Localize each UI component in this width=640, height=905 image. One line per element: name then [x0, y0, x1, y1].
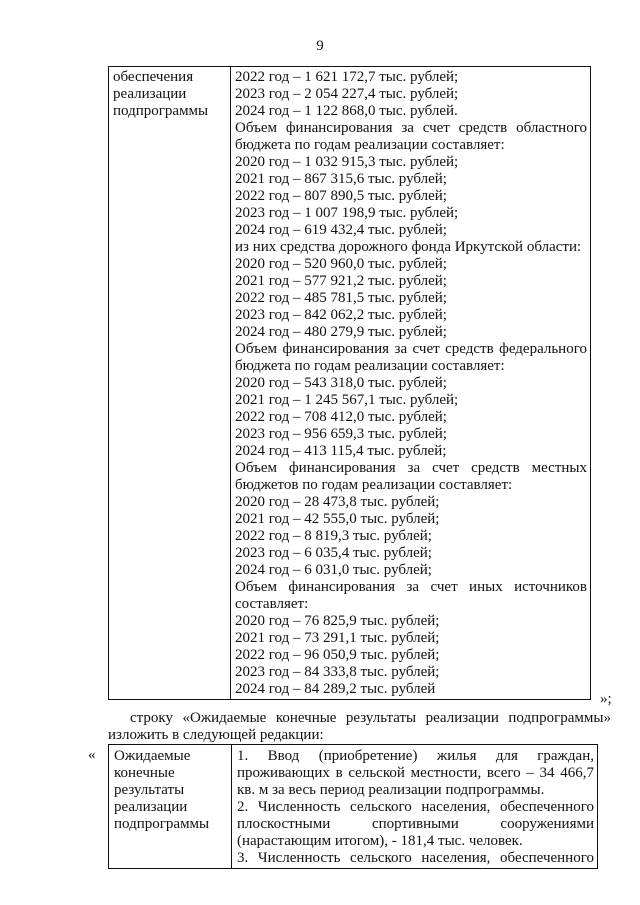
text-line: 1. Ввод (приобретение) жилья для граждан,	[237, 748, 594, 764]
instruction-paragraph	[108, 710, 611, 744]
text-line: 2022 год – 807 890,5 тыс. рублей;	[235, 188, 447, 204]
opening-quote: «	[88, 747, 96, 763]
label-line: обеспечения	[113, 69, 194, 85]
label-line: реализации	[113, 86, 187, 102]
text-line: 2023 год – 956 659,3 тыс. рублей;	[235, 426, 447, 442]
text-line: 2020 год – 76 825,9 тыс. рублей;	[235, 613, 440, 629]
text-line: 2020 год – 543 318,0 тыс. рублей;	[235, 375, 447, 391]
row-label-cell	[109, 67, 231, 700]
text-line: Объем финансирования за счет средств местных	[235, 460, 587, 476]
text-line: плоскостными спортивными сооружениями	[237, 816, 594, 832]
text-line: 2. Численность сельского населения, обеспеченного	[237, 799, 594, 815]
text-line: 2022 год – 485 781,5 тыс. рублей;	[235, 290, 447, 306]
text-line: 2020 год – 520 960,0 тыс. рублей;	[235, 256, 447, 272]
text-line: 2023 год – 84 333,8 тыс. рублей;	[235, 664, 440, 680]
text-line: Объем финансирования за счет средств областного	[235, 120, 587, 136]
text-line: 2024 год – 413 115,4 тыс. рублей;	[235, 443, 447, 459]
text-line: 2023 год – 6 035,4 тыс. рублей;	[235, 545, 432, 561]
text-line: проживающих в сельской местности, всего – 34 466,7	[237, 765, 594, 781]
text-line: 2023 год – 1 007 198,9 тыс. рублей;	[235, 205, 459, 221]
results-table	[108, 744, 598, 869]
text-line: бюджета по годам реализации составляет:	[235, 358, 505, 374]
text-line: бюджетов по годам реализации составляет:	[235, 477, 513, 493]
page-number: 9	[316, 38, 324, 54]
text-line: 3. Численность сельского населения, обеспеченного	[237, 850, 594, 866]
label-line: Ожидаемые	[114, 748, 191, 764]
text-line: 2022 год – 8 819,3 тыс. рублей;	[235, 528, 432, 544]
text-line: 2024 год – 6 031,0 тыс. рублей;	[235, 562, 432, 578]
label-line: подпрограммы	[114, 816, 210, 832]
text-line: 2024 год – 480 279,9 тыс. рублей;	[235, 324, 447, 340]
row-content-cell	[231, 67, 591, 700]
text-line: 2020 год – 28 473,8 тыс. рублей;	[235, 494, 440, 510]
row-content-cell	[232, 745, 598, 869]
text-line: 2022 год – 1 621 172,7 тыс. рублей;	[235, 69, 459, 85]
text-line: бюджета по годам реализации составляет:	[235, 137, 505, 153]
label-line: конечные	[114, 765, 175, 781]
table-row	[109, 67, 591, 700]
text-line: (нарастающим итогом), - 181,4 тыс. человек.	[237, 833, 523, 849]
text-line: 2024 год – 1 122 868,0 тыс. рублей.	[235, 103, 458, 119]
text-line: 2021 год – 1 245 567,1 тыс. рублей;	[235, 392, 459, 408]
text-line: кв. м за весь период реализации подпрограммы.	[237, 782, 545, 798]
financing-table	[108, 66, 591, 700]
text-line: Объем финансирования за счет средств федерального	[235, 341, 587, 357]
row-label-cell	[109, 745, 232, 869]
text-line: 2021 год – 577 921,2 тыс. рублей;	[235, 273, 447, 289]
text-line: 2021 год – 73 291,1 тыс. рублей;	[235, 630, 440, 646]
text-line: 2024 год – 84 289,2 тыс. рублей	[235, 681, 436, 697]
text-line: Объем финансирования за счет иных источников	[235, 579, 587, 595]
text-line: 2020 год – 1 032 915,3 тыс. рублей;	[235, 154, 459, 170]
text-line: 2024 год – 619 432,4 тыс. рублей;	[235, 222, 447, 238]
text-line: 2021 год – 867 315,6 тыс. рублей;	[235, 171, 447, 187]
closing-quote: »;	[600, 691, 612, 707]
text-line: из них средства дорожного фонда Иркутской области:	[235, 239, 582, 255]
label-line: реализации	[114, 799, 188, 815]
label-line: подпрограммы	[113, 103, 209, 119]
instruction-line: изложить в следующей редакции:	[108, 727, 324, 743]
instruction-line: строку «Ожидаемые конечные результаты реализации подпрограммы»	[130, 710, 611, 726]
text-line: составляет:	[235, 596, 309, 612]
table-row	[109, 745, 598, 869]
text-line: 2022 год – 708 412,0 тыс. рублей;	[235, 409, 447, 425]
text-line: 2023 год – 2 054 227,4 тыс. рублей;	[235, 86, 459, 102]
text-line: 2023 год – 842 062,2 тыс. рублей;	[235, 307, 447, 323]
text-line: 2022 год – 96 050,9 тыс. рублей;	[235, 647, 440, 663]
text-line: 2021 год – 42 555,0 тыс. рублей;	[235, 511, 440, 527]
label-line: результаты	[114, 782, 185, 798]
